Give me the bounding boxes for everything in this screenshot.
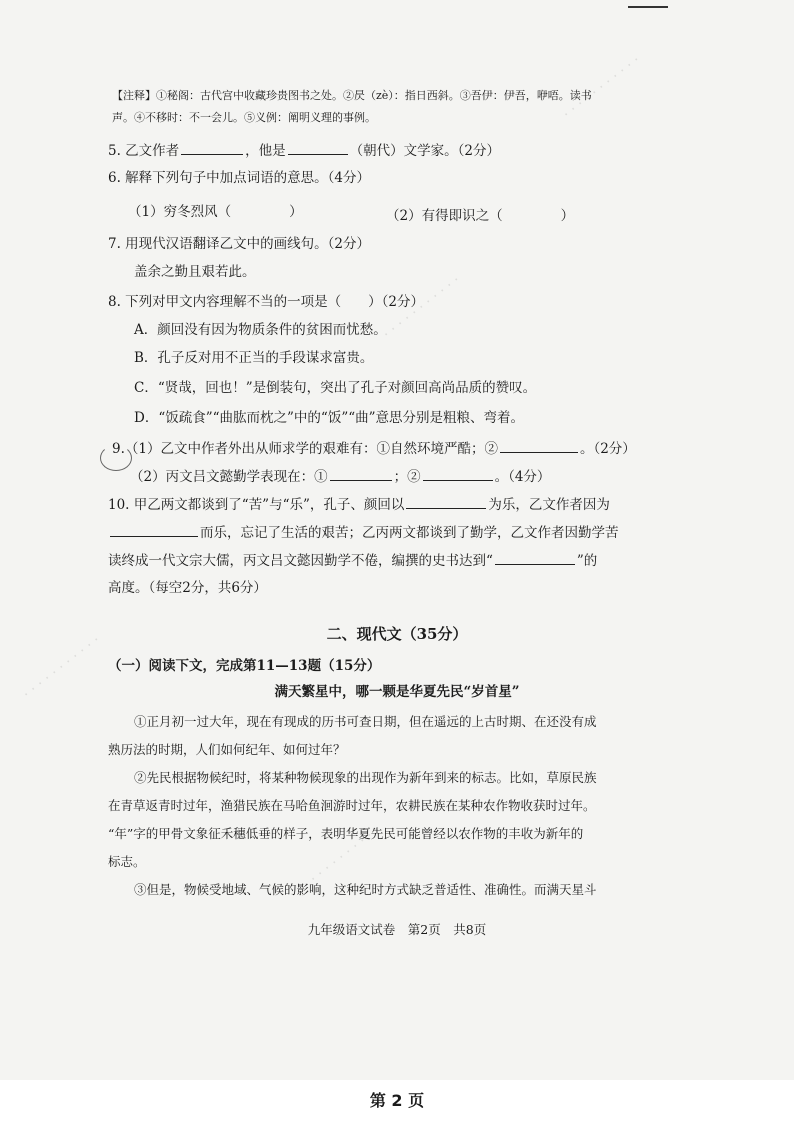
question-5 [108,140,500,161]
watermark: · · · · · · · · · · · [20,632,104,703]
paragraph-2-line-1: ②先民根据物候纪时，将某种物候现象的出现作为新年到来的标志。比如，草原民族 [134,770,597,785]
q6-item-1-close: ） [289,204,303,220]
paragraph-2-line-2: 在青草返青时过年，渔猎民族在马哈鱼洄游时过年，农耕民族在某种农作物收获时过年。 [108,798,596,813]
paragraph-1-line-2: 熟历法的时期，人们如何纪年、如何过年？ [108,742,346,757]
q9-part-2-end: 。（4分） [494,469,551,485]
q10-blank-3[interactable] [495,550,575,565]
paragraph-3-line-1: ③但是，物候受地域、气候的影响，这种纪时方式缺乏普适性、准确性。而满天星斗 [134,882,597,897]
q10-text-b: 为乐，乙文作者因为 [488,497,610,513]
question-6-item-2 [386,206,574,226]
question-7-sentence: 盖余之勤且艰若此。 [134,264,256,280]
q6-item-2-close: ） [560,208,575,224]
q10-text-a: 10. 甲乙两文都谈到了“苦”与“乐”，孔子、颜回以 [108,497,405,513]
question-8-option-c[interactable]: C．“贤哉，回也！”是倒装句，突出了孔子对颜回高尚品质的赞叹。 [134,380,537,396]
article-title: 满天繁星中，哪一颗是华夏先民“岁首星” [274,684,520,700]
q6-item-1-text: （1）穷冬烈风（ [128,204,232,220]
q9-part-2-text: （2）丙文吕文懿勤学表现在：① [130,469,328,485]
q9-part-2-blank-1[interactable] [330,466,392,481]
question-10-line-3 [108,550,597,571]
watermark: · · · · · · · · · · · [380,272,464,343]
q6-item-2-text: （2）有得即识之（ [386,208,503,224]
question-9-part-2 [130,466,550,487]
q9-part-2-sep: ；② [393,469,421,485]
page-number-label: 第 2 页 [369,1091,425,1110]
question-7: 7. 用现代汉语翻译乙文中的画线句。（2分） [108,236,371,252]
q10-text-d: 读终成一代文宗大儒，丙文吕文懿因勤学不倦，编撰的史书达到“ [108,553,493,569]
question-8-option-d[interactable]: D．“饭疏食”“曲肱而枕之”中的“饭”“曲”意思分别是粗粮、弯着。 [134,410,525,426]
watermark: · · · · · · · · · · · [300,822,384,893]
question-8-option-b[interactable]: B．孔子反对用不正当的手段谋求富贵。 [134,350,374,366]
watermark: · · · · · · · · · · · [560,52,644,123]
q9-part-1-blank[interactable] [500,438,578,453]
q10-text-c: 而乐，忘记了生活的艰苦；乙丙两文都谈到了勤学，乙文作者因勤学苦 [200,525,619,541]
annotation-line-1: 【注释】①秘阁：古代宫中收藏珍贵图书之处。②昃（zè）：指日西斜。③吾伊：伊吾，咿唔。读书 [112,89,592,102]
question-10-line-2 [108,522,619,543]
paragraph-2-line-4: 标志。 [108,854,146,869]
q5-blank-dynasty[interactable] [288,140,348,155]
page-footer: 九年级语文试卷 第2页 共8页 [307,922,487,937]
q9-part-1-text: 9.（1）乙文中作者外出从师求学的艰难有：①自然环境严酷；② [112,441,498,457]
paragraph-1-line-1: ①正月初一过大年，现在有现成的历书可查日期，但在遥远的上古时期、在还没有成 [134,714,597,729]
question-8: 8. 下列对甲文内容理解不当的一项是（ ）（2分） [108,294,425,310]
question-10-line-1 [108,494,610,515]
question-8-option-a[interactable]: A．颜回没有因为物质条件的贫困而忧愁。 [134,322,387,338]
question-9-part-1 [112,438,636,459]
q5-text-c: （朝代）文学家。（2分） [349,143,501,159]
q10-text-e: ”的 [576,553,598,569]
q5-text-b: ，他是 [245,143,286,159]
q5-blank-author[interactable] [181,140,243,155]
annotation-line-2: 声。④不移时：不一会儿。⑤义例：阐明义理的事例。 [112,111,376,124]
question-6-item-1 [128,202,303,222]
top-mark [628,6,668,8]
q10-blank-2[interactable] [110,522,198,537]
question-10-line-4: 高度。（每空2分，共6分） [108,580,267,596]
q9-part-2-blank-2[interactable] [423,466,493,481]
paragraph-2-line-3: “年”字的甲骨文象征禾穗低垂的样子，表明华夏先民可能曾经以农作物的丰收为新年的 [108,826,584,841]
question-6: 6. 解释下列句子中加点词语的意思。（4分） [108,170,371,186]
section-title-modern-text: 二、现代文（35分） [326,625,468,643]
q10-blank-1[interactable] [406,494,486,509]
q9-part-1-end: 。（2分） [579,441,636,457]
part-1-instruction: （一）阅读下文，完成第11—13题（15分） [108,658,381,674]
q5-text-a: 5. 乙文作者 [108,143,180,159]
